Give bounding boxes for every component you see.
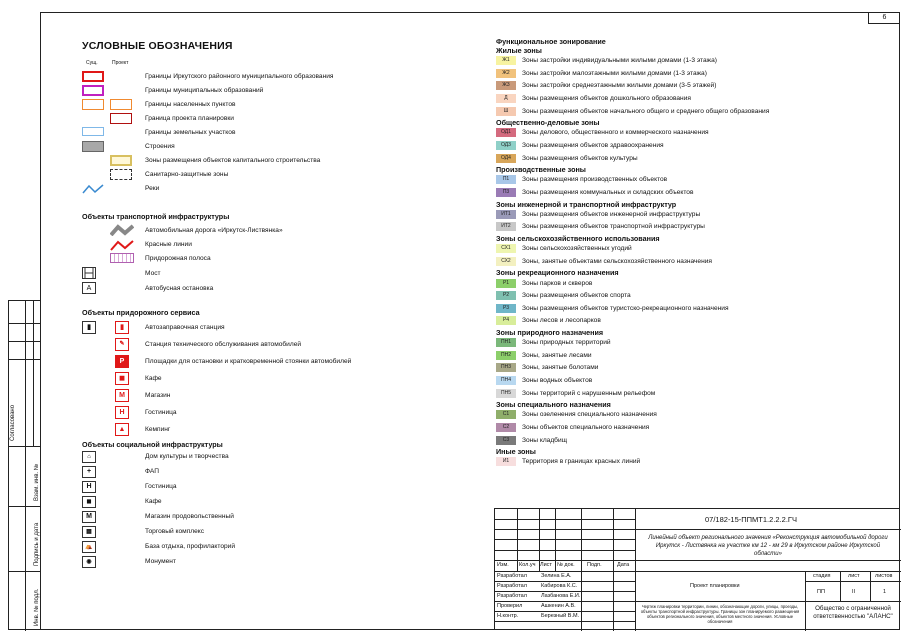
- zone-code-swatch: Д: [496, 94, 516, 103]
- roadside-item: Магазин: [145, 392, 171, 399]
- grocery-icon: М: [82, 511, 96, 523]
- camping-icon: ▲: [115, 423, 129, 436]
- role: Разработал: [497, 583, 527, 589]
- hotel-icon: Н: [115, 406, 129, 419]
- zone-code-swatch: Ж2: [496, 69, 516, 78]
- side-label-replace: Взам. инв. №: [34, 463, 40, 501]
- sheet-label: лист: [848, 573, 860, 579]
- zone-code-swatch: ПН3: [496, 363, 516, 372]
- zone-row: [496, 457, 836, 466]
- roadside-item: Станция технического обслуживания автомобилей: [145, 341, 302, 348]
- zone-group-heading: Зоны природного назначения: [496, 328, 604, 337]
- legend-item: Граница проекта планировки: [145, 115, 234, 122]
- zone-label: Зоны территорий с нарушенным рельефом: [522, 389, 656, 397]
- zone-label: Зоны объектов специального назначения: [522, 424, 650, 431]
- doc-code: 07/182-15-ППМТ1.2.2.2.ГЧ: [705, 515, 797, 524]
- zone-label: Зоны озеленения специального назначения: [522, 411, 657, 419]
- zone-code-swatch: Ж3: [496, 81, 516, 90]
- zone-label: Зоны делового, общественного и коммерческого назначения: [522, 129, 709, 137]
- col-project-label: Проект: [112, 60, 129, 66]
- zone-label: Зоны лесов и лесопарков: [522, 317, 601, 325]
- swatch-land-plots: [82, 127, 104, 136]
- zone-label: Зоны размещения объектов дошкольного образования: [522, 95, 691, 102]
- zone-code-swatch: ПН2: [496, 351, 516, 360]
- zone-row: [496, 81, 836, 90]
- person-name: Зелина Е.А.: [541, 573, 572, 579]
- social-item: Магазин продовольственный: [145, 513, 234, 520]
- col-exist-label: Сущ.: [86, 60, 98, 66]
- zone-row: [496, 188, 836, 197]
- zone-row: [496, 389, 836, 398]
- service-station-icon: ✎: [115, 338, 129, 351]
- zone-group-heading: Зоны сельскохозяйственного использования: [496, 234, 660, 243]
- zone-code-swatch: Ж1: [496, 56, 516, 65]
- title-block: [494, 508, 900, 630]
- zone-label: Территория в границах красных линий: [522, 458, 641, 466]
- legend-item: Границы Иркутского районного муниципального образования: [145, 73, 334, 80]
- zone-row: [496, 316, 836, 325]
- hdr-podp: Подп.: [587, 562, 602, 568]
- zone-group-heading: Зоны рекреационного назначения: [496, 268, 619, 278]
- zone-group-heading: Жилые зоны: [496, 46, 542, 55]
- roadside-item: Кемпинг: [145, 426, 171, 433]
- roadside-item: Гостиница: [145, 409, 177, 416]
- zone-row: [496, 210, 836, 219]
- hdr-ndok: № док.: [557, 562, 575, 568]
- sheets-value: 1: [883, 589, 887, 595]
- zone-row: [496, 222, 836, 231]
- swatch-buildings: [82, 141, 104, 152]
- zone-label: Зоны размещения объектов спорта: [522, 292, 631, 300]
- zone-label: Зоны водных объектов: [522, 377, 593, 384]
- zone-row: [496, 244, 836, 253]
- hotel-social-icon: Н: [82, 481, 96, 493]
- person-name: Ашкенин А.В.: [541, 603, 576, 609]
- zone-label: Зоны застройки малоэтажными жилыми домами (1-3 этажа): [522, 69, 707, 77]
- zone-code-swatch: Р1: [496, 279, 516, 288]
- zone-code-swatch: Р2: [496, 291, 516, 300]
- zone-group-heading: Общественно-деловые зоны: [496, 118, 600, 128]
- zone-row: [496, 436, 836, 445]
- swatch-irkutsk-boundary: [82, 71, 104, 82]
- transport-item: Придорожная полоса: [145, 255, 211, 262]
- legend-item: Границы населенных пунктов: [145, 101, 236, 108]
- zone-code-swatch: Ш: [496, 107, 516, 116]
- social-item: Дом культуры и творчества: [145, 453, 229, 460]
- zone-row: [496, 56, 836, 65]
- zone-code-swatch: ПН1: [496, 338, 516, 347]
- zone-code-swatch: П3: [496, 188, 516, 197]
- hdr-data: Дата: [617, 562, 630, 568]
- cafe-social-icon: ◼: [82, 496, 96, 508]
- zone-row: [496, 423, 836, 432]
- side-label-sign: Подпись и дата: [34, 522, 40, 566]
- zone-code-swatch: С2: [496, 423, 516, 432]
- role: Разработал: [497, 593, 527, 599]
- swatch-municipal-boundary: [82, 85, 104, 96]
- roadside-item: Площадки для остановки и кратковременной стоянки автомобилей: [145, 358, 352, 365]
- gas-station-icon: ▮: [115, 321, 129, 334]
- transport-item: Красные линии: [145, 241, 192, 248]
- transport-item: Автомобильная дорога «Иркутск-Листвянка»: [145, 227, 283, 234]
- zone-row: [496, 94, 836, 103]
- zone-label: Зоны застройки индивидуальными жилыми домами (1-3 этажа): [522, 57, 717, 65]
- zone-row: [496, 304, 836, 313]
- side-label-agreed: Согласовано: [10, 404, 16, 441]
- zoning-title: Функциональное зонирование: [496, 37, 606, 46]
- legend-item: Санитарно-защитные зоны: [145, 171, 229, 178]
- zone-label: Зоны, занятые болотами: [522, 364, 599, 372]
- zone-row: [496, 291, 836, 300]
- swatch-settlement-project: [110, 99, 132, 110]
- roadside-item: Автозаправочная станция: [145, 324, 225, 331]
- zone-row: [496, 141, 836, 150]
- person-name: Лазбанова Е.И.: [541, 593, 581, 599]
- swatch-sanitary-zone: [110, 169, 132, 180]
- zone-row: [496, 154, 836, 163]
- zone-code-swatch: СХ2: [496, 257, 516, 266]
- zone-code-swatch: П1: [496, 175, 516, 184]
- social-item: База отдыха, профилакторий: [145, 543, 236, 550]
- zone-code-swatch: ИТ2: [496, 222, 516, 231]
- zone-row: [496, 351, 836, 360]
- legend-item: Реки: [145, 185, 160, 192]
- zone-code-swatch: ОД1: [496, 128, 516, 137]
- zone-label: Зоны кладбищ: [522, 436, 568, 444]
- social-item: Монумент: [145, 558, 176, 565]
- zone-code-swatch: Р4: [496, 316, 516, 325]
- zone-label: Зоны, занятые лесами: [522, 351, 592, 359]
- red-lines-icon: [110, 239, 134, 251]
- zone-row: [496, 107, 836, 116]
- zone-group-heading: Иные зоны: [496, 447, 536, 457]
- org-name: Общество с ограниченной ответственностью "АЛАНС": [813, 605, 893, 620]
- project-name: Линейный объект регионального значения «Реконструкция автомобильной дороги Иркутск - Листвянка на участке км 12 - км 29 в Иркутском районе Иркутской области»: [648, 535, 888, 557]
- zone-code-swatch: И1: [496, 457, 516, 466]
- zone-row: [496, 279, 836, 288]
- social-item: ФАП: [145, 468, 159, 475]
- zone-code-swatch: ПН5: [496, 389, 516, 398]
- zone-label: Зоны парков и скверов: [522, 279, 593, 287]
- zone-label: Зоны размещения коммунальных и складских объектов: [522, 189, 694, 196]
- sheet-value: II: [852, 589, 856, 595]
- role: Проверил: [497, 603, 523, 609]
- swatch-capital-construction: [110, 155, 132, 166]
- social-item: Кафе: [145, 498, 162, 505]
- zone-label: Зоны размещения объектов культуры: [522, 154, 638, 162]
- person-name: Кабирова К.С.: [541, 583, 578, 589]
- culture-house-icon: ⌂: [82, 451, 96, 463]
- zone-group-heading: Зоны специального назначения: [496, 400, 611, 410]
- zone-label: Зоны размещения объектов здравоохранения: [522, 142, 664, 149]
- zone-row: [496, 128, 836, 137]
- hdr-izm: Изм.: [497, 562, 509, 568]
- zone-code-swatch: ОД3: [496, 141, 516, 150]
- legend-item: Границы муниципальных образований: [145, 87, 264, 94]
- road-icon: [110, 224, 134, 236]
- transport-item: Автобусная остановка: [145, 285, 214, 292]
- zone-code-swatch: ПН4: [496, 376, 516, 385]
- zone-row: [496, 363, 836, 372]
- person-name: Березный В.М.: [541, 613, 580, 619]
- gas-station-exist-icon: ▮: [82, 321, 96, 334]
- zone-code-swatch: ОД4: [496, 154, 516, 163]
- zone-code-swatch: С1: [496, 410, 516, 419]
- zone-row: [496, 175, 836, 184]
- page-number: 6: [868, 12, 900, 24]
- medical-icon: +: [82, 466, 96, 478]
- zone-label: Зоны, занятые объектами сельскохозяйственного назначения: [522, 257, 712, 265]
- shop-icon: М: [115, 389, 129, 402]
- zone-label: Зоны размещения производственных объектов: [522, 176, 668, 184]
- river-icon: [82, 183, 104, 195]
- zone-label: Зоны размещения объектов транспортной инфраструктуры: [522, 223, 705, 231]
- zone-row: [496, 257, 836, 266]
- stage-label: стадия: [813, 573, 831, 579]
- zone-code-swatch: Р3: [496, 304, 516, 313]
- cafe-icon: ◼: [115, 372, 129, 385]
- sheets-label: листов: [875, 573, 893, 579]
- shopping-center-icon: ▦: [82, 526, 96, 538]
- zone-label: Зоны размещения объектов инженерной инфраструктуры: [522, 210, 701, 218]
- zone-row: [496, 69, 836, 78]
- zone-code-swatch: С3: [496, 436, 516, 445]
- stage-value: ПП: [817, 589, 825, 595]
- roadside-title: Объекты придорожного сервиса: [82, 308, 200, 317]
- zone-code-swatch: ИТ1: [496, 210, 516, 219]
- zone-row: [496, 338, 836, 347]
- roadside-strip-icon: [110, 253, 134, 263]
- swatch-settlement-exist: [82, 99, 104, 110]
- roadside-item: Кафе: [145, 375, 162, 382]
- legend-item: Границы земельных участков: [145, 129, 236, 136]
- doc-title: Проект планировки: [690, 583, 740, 589]
- swatch-plan-boundary: [110, 113, 132, 124]
- zone-group-heading: Производственные зоны: [496, 165, 586, 175]
- hdr-list: Лист: [540, 562, 552, 568]
- parking-icon: P: [115, 355, 129, 368]
- zone-row: [496, 376, 836, 385]
- zone-label: Зоны сельскохозяйственных угодий: [522, 245, 632, 253]
- side-label-inv: Инв. № подл.: [34, 588, 40, 626]
- zone-row: [496, 410, 836, 419]
- role: Разработал: [497, 573, 527, 579]
- bridge-icon: [82, 267, 96, 279]
- legend-item: Строения: [145, 143, 175, 150]
- sheet-caption: Чертеж планировки территории, линии, обозначающие дороги, улицы, проезды, объекты транспортной инфраструктуры. Границы зон планируемого размещения объектов регионального значения, объектов местного значения. Условные обозначения: [640, 604, 800, 624]
- role: Н.контр.: [497, 613, 519, 619]
- monument-icon: ◉: [82, 556, 96, 568]
- zone-label: Зоны размещения объектов начального общего и среднего общего образования: [522, 107, 770, 115]
- zone-code-swatch: СХ1: [496, 244, 516, 253]
- transport-item: Мост: [145, 270, 161, 277]
- zone-label: Зоны застройки среднеэтажными жилыми домами (3-5 этажей): [522, 82, 717, 90]
- social-item: Торговый комплекс: [145, 528, 205, 535]
- bus-stop-icon: A: [82, 282, 96, 294]
- page-title: УСЛОВНЫЕ ОБОЗНАЧЕНИЯ: [82, 40, 233, 52]
- social-item: Гостиница: [145, 483, 177, 490]
- social-title: Объекты социальной инфраструктуры: [82, 440, 223, 449]
- side-strip: [8, 300, 40, 630]
- zone-group-heading: Зоны инженерной и транспортной инфраструктур: [496, 199, 677, 209]
- transport-title: Объекты транспортной инфраструктуры: [82, 212, 230, 221]
- zone-label: Зоны размещения объектов туристско-рекреационного назначения: [522, 304, 729, 312]
- hdr-kolich: Кол.уч: [519, 562, 536, 568]
- zone-label: Зоны природных территорий: [522, 339, 611, 347]
- recreation-base-icon: ⛺: [82, 541, 96, 553]
- legend-item: Зоны размещения объектов капитального строительства: [145, 157, 321, 164]
